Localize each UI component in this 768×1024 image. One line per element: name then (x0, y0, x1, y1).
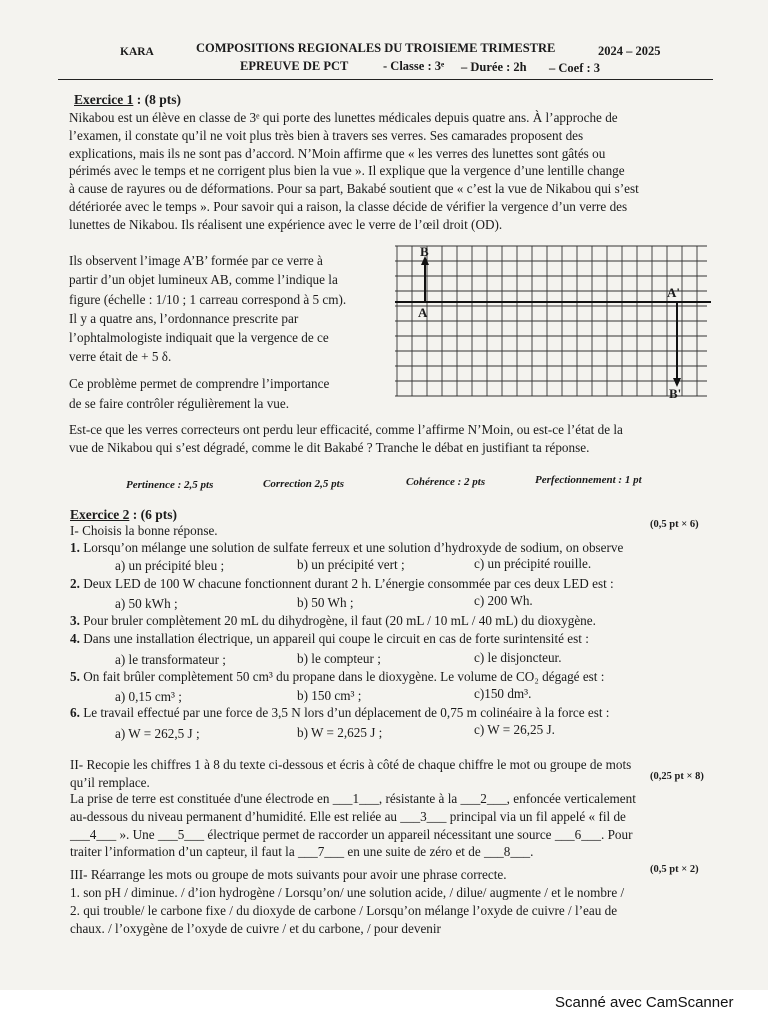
text-line: Nikabou est un élève en classe de 3ᵉ qui porte des lunettes médicales depuis quatre ans. À l’approche de (69, 110, 618, 125)
question-number: 1. (70, 540, 80, 555)
optics-figure (395, 244, 711, 404)
q2-option-b: b) 50 Wh ; (297, 595, 354, 610)
q6-option-b: b) W = 2,625 J ; (297, 725, 383, 740)
q1-option-a: a) un précipité bleu ; (115, 558, 225, 573)
q1-option-c: c) un précipité rouille. (474, 556, 592, 571)
criterion-pertinence: Pertinence : 2,5 pts (126, 479, 214, 491)
exam-title: COMPOSITIONS REGIONALES DU TROISIEME TRIMESTRE (196, 41, 556, 55)
ex1-title: Exercice 1 (74, 92, 134, 107)
ex2-points: : (6 pts) (132, 507, 177, 522)
exam-coef: – Coef : 3 (549, 61, 601, 75)
q1-option-b: b) un précipité vert ; (297, 557, 405, 572)
question-number: 4. (70, 631, 80, 646)
ex2-heading (70, 507, 177, 523)
part1-title: I- Choisis la bonne réponse. (70, 523, 218, 538)
text-line: Il y a quatre ans, l’ordonnance prescrite par (69, 310, 299, 326)
question-3 (70, 613, 596, 629)
ex1-intro (69, 109, 639, 234)
question-4 (70, 631, 589, 647)
text-line: lunettes de Nikabou. Ils réalisent une expérience avec le verre de l’œil droit (OD). (69, 216, 503, 232)
text-line: verre était de + 5 δ. (69, 349, 172, 365)
question-text: On fait brûler complètement 50 cm³ du propane dans le dioxygène. Le volume de CO₂ dégagé est : (83, 669, 605, 684)
ex1-heading (74, 92, 181, 108)
ex2-title: Exercice 2 (70, 507, 130, 522)
exam-year: 2024 – 2025 (598, 44, 661, 58)
question-number: 3. (70, 613, 80, 628)
exam-duration: – Durée : 2h (461, 60, 527, 74)
part3-title: III- Réarrange les mots ou groupe de mots suivants pour avoir une phrase correcte. (70, 867, 507, 882)
q5-option-a: a) 0,15 cm³ ; (115, 689, 182, 704)
header-rule (58, 79, 713, 80)
part2-points: (0,25 pt × 8) (650, 771, 704, 782)
region-label: KARA (120, 46, 154, 58)
part2-title (70, 756, 631, 792)
camscanner-footer: Scanné avec CamScanner (555, 994, 734, 1011)
part2-text (70, 790, 636, 861)
question-number: 2. (70, 576, 80, 591)
question-text: Le travail effectué par une force de 3,5 N lors d’un déplacement de 0,75 m colinéaire à la force est : (83, 705, 610, 720)
ex1-question (69, 421, 623, 457)
text-line: traiter l’information d’un capteur, il faut la ___7___ en une suite de zéro et de ___8___. (70, 844, 534, 860)
text-line: à cause de rayures ou de déformations. Pour sa part, Bakabé soutient que « c’est la vue de Nikabou qui s’est (69, 181, 639, 197)
ex1-points: : (8 pts) (136, 92, 181, 107)
text-line: 1. son pH / diminue. / d’ion hydrogène / Lorsqu’on/ une solution acide, / dilue/ augmente / et le nombre / (70, 885, 625, 900)
q4-option-b: b) le compteur ; (297, 651, 381, 666)
text-line: partir d’un objet lumineux AB, comme l’indique la (69, 272, 338, 288)
text-line: II- Recopie les chiffres 1 à 8 du texte ci-dessous et écris à côté de chaque chiffre le mot ou groupe de mots (70, 757, 632, 772)
text-line: figure (échelle : 1/10 ; 1 carreau correspond à 5 cm). (69, 291, 347, 307)
question-text: Lorsqu’on mélange une solution de sulfate ferreux et une solution d’hydroxyde de sodium, on observe (83, 540, 624, 555)
exam-class: - Classe : 3ᵉ (383, 59, 445, 73)
question-text: Deux LED de 100 W chacune fonctionnent durant 2 h. L’énergie consommée par ces deux LED est : (83, 576, 614, 591)
q2-option-a: a) 50 kWh ; (115, 596, 178, 611)
text-line: périmés avec le temps et ne corrigent plus bien la vue ». Il explique que la vergence d’une lentille change (69, 163, 625, 179)
q6-option-c: c) W = 26,25 J. (474, 722, 555, 737)
label-a-prime: A' (667, 285, 680, 300)
part3-points: (0,5 pt × 2) (650, 864, 699, 875)
ex1-importance (69, 374, 329, 413)
part3-text (70, 884, 624, 937)
part1-points: (0,5 pt × 6) (650, 519, 699, 530)
question-text: Pour bruler complètement 20 mL du dihydrogène, il faut (20 mL / 10 mL / 40 mL) du dioxygène. (83, 613, 596, 628)
text-line: Ce problème permet de comprendre l’importance (69, 376, 330, 391)
exam-subject: EPREUVE DE PCT (240, 59, 349, 73)
question-2 (70, 576, 614, 592)
ex1-observation (69, 251, 346, 367)
label-b-prime: B' (669, 386, 682, 401)
text-line: vue de Nikabou qui s’est dégradé, comme le dit Bakabé ? Tranche le débat en justifiant ta réponse. (69, 439, 590, 455)
text-line: de se faire contrôler régulièrement la vue. (69, 395, 290, 411)
text-line: au-dessous du niveau permanent d’humidité. Elle est reliée au ___3___ principal via un fil appelé « fil de (70, 808, 626, 824)
optics-grid (395, 244, 711, 404)
text-line: l’examen, il constate qu’il ne voit plus très bien à travers ses verres. Ses camarades proposent des (69, 127, 584, 143)
text-line: chaux. / l’oxygène de l’oxyde de cuivre / et du carbone, / pour devenir (70, 920, 441, 936)
q2-option-c: c) 200 Wh. (474, 593, 533, 608)
criterion-perfection: Perfectionnement : 1 pt (535, 474, 642, 486)
text-line: l’ophtalmologiste indiquait que la vergence de ce (69, 330, 329, 346)
grid-lines (395, 246, 707, 396)
question-number: 5. (70, 669, 80, 684)
q6-option-a: a) W = 262,5 J ; (115, 726, 200, 741)
question-6 (70, 705, 609, 721)
question-5 (70, 669, 604, 685)
text-line: La prise de terre est constituée d'une électrode en ___1___, résistante à la ___2___, enfoncée verticalement (70, 791, 636, 806)
question-text: Dans une installation électrique, un appareil qui coupe le circuit en cas de forte surintensité est : (83, 631, 589, 646)
text-line: détériorée avec le temps ». Pour savoir qui a raison, la classe décide de vérifier la vergence d’un verre des (69, 198, 628, 214)
q4-option-a: a) le transformateur ; (115, 652, 226, 667)
question-number: 6. (70, 705, 80, 720)
q5-option-c: c)150 dm³. (474, 686, 532, 701)
label-b: B (420, 244, 429, 259)
text-line: Ils observent l’image A’B’ formée par ce verre à (69, 253, 323, 268)
question-1 (70, 540, 623, 556)
text-line: qu’il remplace. (70, 774, 150, 790)
text-line: Est-ce que les verres correcteurs ont perdu leur efficacité, comme l’affirme N’Moin, ou est-ce l’état de la (69, 422, 623, 437)
criterion-coherence: Cohérence : 2 pts (406, 476, 486, 488)
q4-option-c: c) le disjoncteur. (474, 650, 562, 665)
text-line: explications, mais ils ne sont pas d’accord. N’Moin affirme que « les verres des lunettes sont gâtés ou (69, 145, 606, 161)
criterion-correction: Correction 2,5 pts (263, 478, 344, 490)
text-line: ___4___ ». Une ___5___ électrique permet de raccorder un appareil nécessitant une source ___6___. Pour (70, 826, 633, 842)
text-line: 2. qui trouble/ le carbone fixe / du dioxyde de carbone / Lorsqu’on mélange l’oxyde de cuivre / l’eau de (70, 902, 618, 918)
label-a: A (418, 305, 428, 320)
q5-option-b: b) 150 cm³ ; (297, 688, 362, 703)
